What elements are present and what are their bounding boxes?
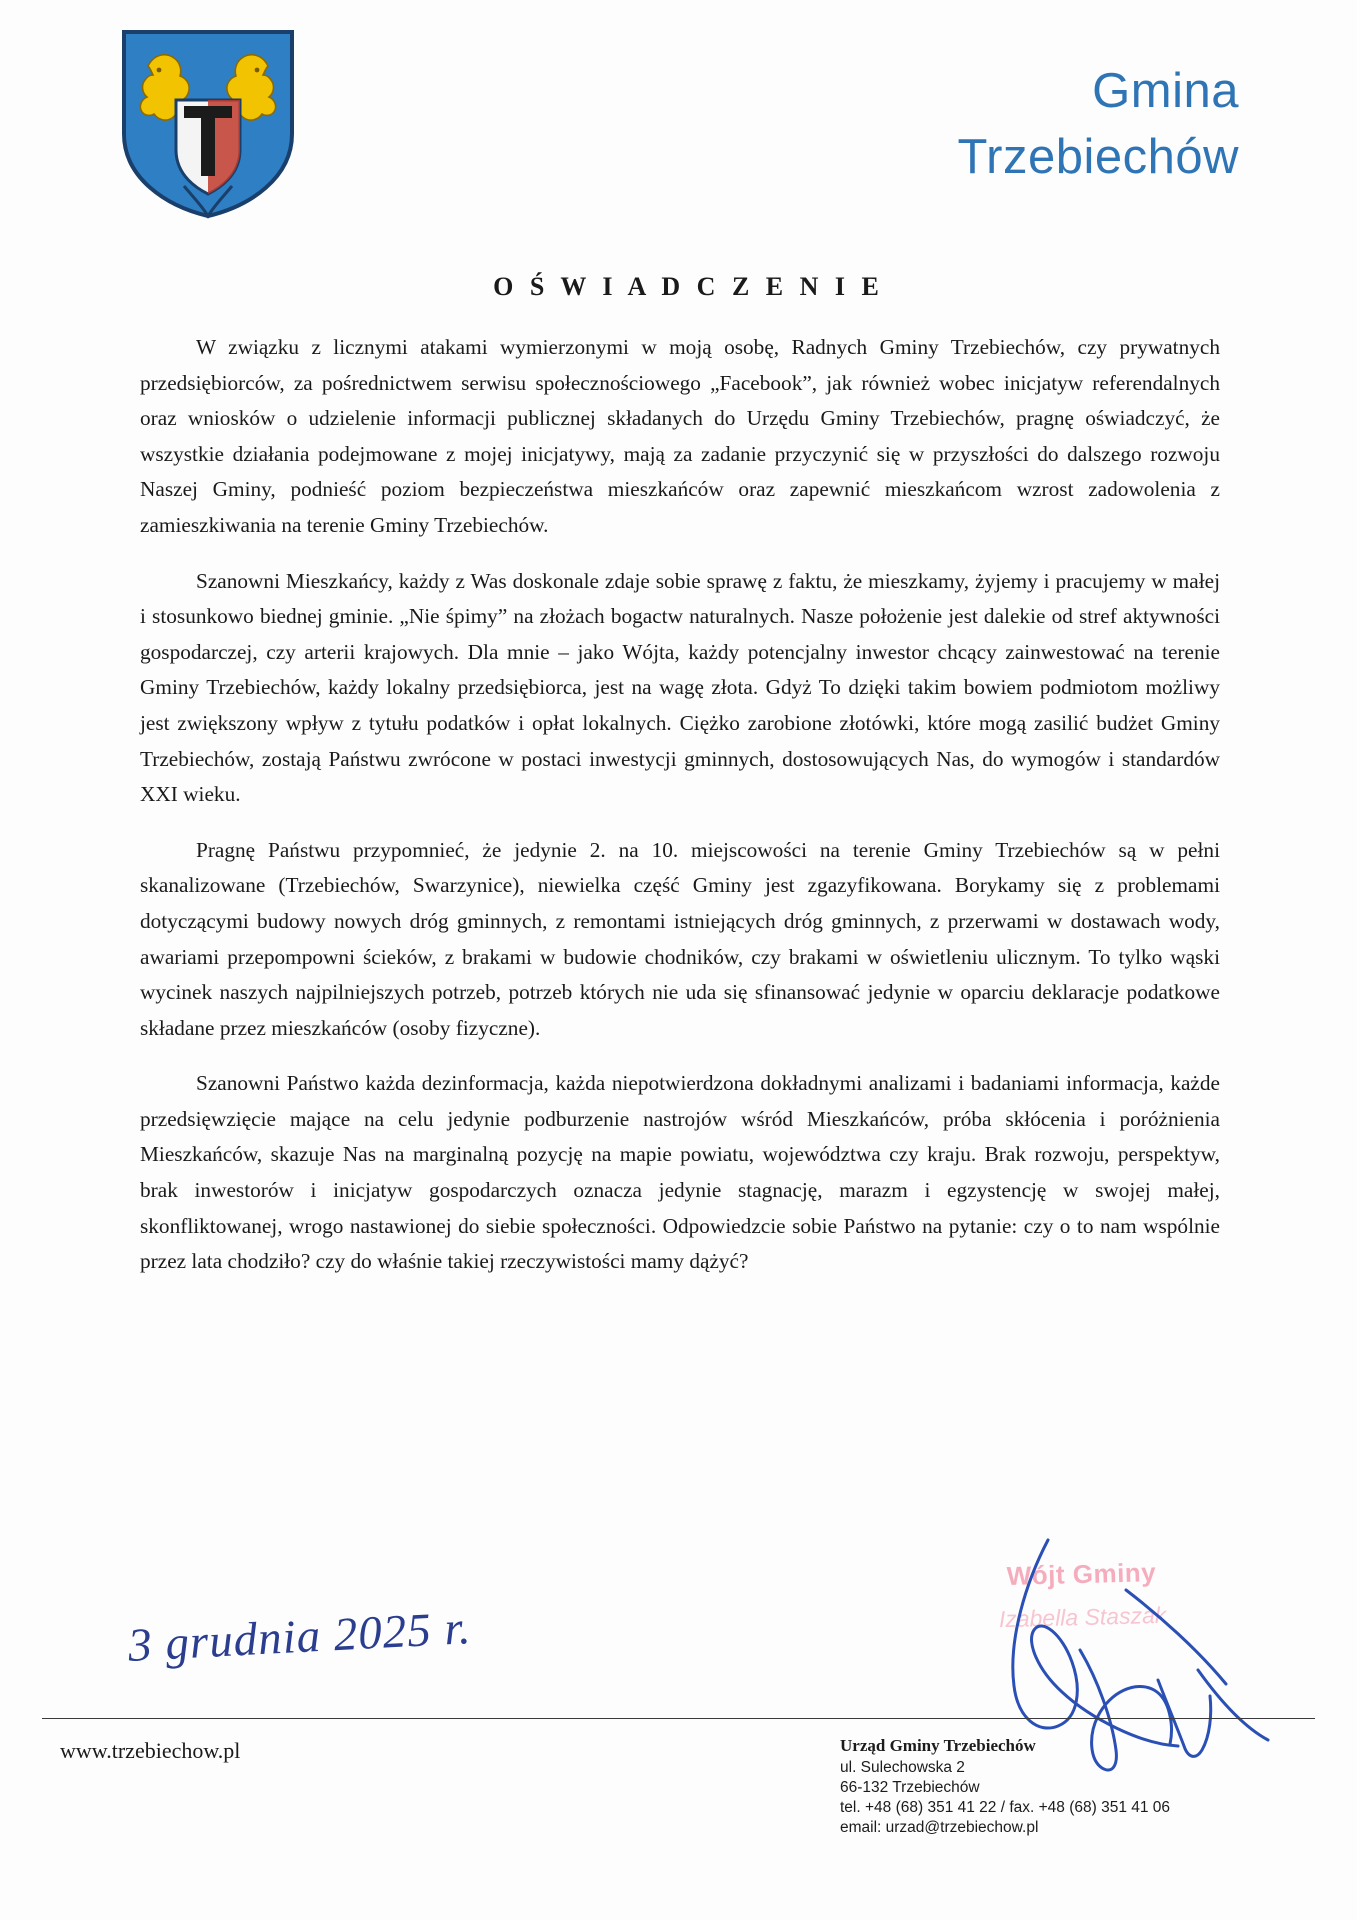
stamp-role: Wójt Gminy xyxy=(1006,1557,1157,1591)
handwritten-date: 3 grudnia 2025 r. xyxy=(126,1602,473,1672)
footer-contact-block xyxy=(840,1736,1170,1838)
footer-office-name: Urząd Gminy Trzebiechów xyxy=(840,1736,1036,1755)
coat-of-arms-icon xyxy=(118,26,298,221)
organization-title xyxy=(958,58,1239,190)
letterhead-header xyxy=(0,18,1357,218)
document-title: O Ś W I A D C Z E N I E xyxy=(493,272,884,301)
org-name-line2: Trzebiechów xyxy=(957,130,1239,185)
paragraph-3: Pragnę Państwu przypomnieć, że jedynie 2. na 10. miejscowości na terenie Gminy Trzebiechów są w pełni skanalizowane (Trzebiechów, Swarzynice), niewielka część Gminy jest zgazyfikowana. Borykamy się z problemami dotyczącymi budowy nowych dróg gminnych, z remontami istniejących dróg gminnych, z przerwami w dostawach wody, awariami przepompowni ścieków, z brakami w budowie chodników, czy brakami w oświetleniu ulicznym. To tylko wąski wycinek naszych najpilniejszych potrzeb, potrzeb których nie uda się sfinansować jedynie w oparciu deklaracje podatkowe składane przez mieszkańców (osoby fizyczne). xyxy=(140,837,1220,1040)
signature-stamp xyxy=(961,1552,1203,1638)
org-name-line1: Gmina xyxy=(1092,64,1239,118)
footer-divider xyxy=(42,1718,1315,1719)
paragraph-2: Szanowni Mieszkańcy, każdy z Was doskonale zdaje sobie sprawę z faktu, że mieszkamy, żyjemy i pracujemy w małej i stosunkowo biednej gminie. „Nie śpimy” na złożach bogactw naturalnych. Nasze położenie jest dalekie od stref aktywności gospodarczej, czy arterii krajowych. Dla mnie – jako Wójta, każdy potencjalny inwestor chcący zainwestować na terenie Gminy Trzebiechów, każdy lokalny przedsiębiorca, jest na wagę złota. Gdyż To dzięki takim bowiem podmiotom możliwy jest zwiększony wpływ z tytułu podatków i opłat lokalnych. Ciężko zarobione złotówki, które mogą zasilić budżet Gminy Trzebiechów, zostają Państwu zwrócone w postaci inwestycji gminnych, dostosowujących Nas, do wymogów i standardów XXI wieku. xyxy=(140,568,1220,807)
paragraph-4: Szanowni Państwo każda dezinformacja, każda niepotwierdzona dokładnymi analizami i badaniami informacja, każde przedsięwzięcie mające na celu jedynie podburzenie nastrojów wśród Mieszkańców, próba skłócenia i poróżnienia Mieszkańców, skazuje Nas na marginalną pozycję na mapie powiatu, województwa czy kraju. Brak rozwoju, perspektyw, brak inwestorów i inicjatyw gospodarczych oznacza jedynie stagnację, marazm i egzystencję w swojej małej, skonfliktowanej, wrogo nastawionej do siebie społeczności. Odpowiedzcie sobie Państwo na pytanie: czy o to nam wspólnie przez lata chodziło? czy do właśnie takiej rzeczywistości mamy dążyć? xyxy=(140,1071,1220,1274)
footer-email[interactable]: email: urzad@trzebiechow.pl xyxy=(840,1819,1039,1836)
footer-website[interactable]: www.trzebiechow.pl xyxy=(60,1738,241,1763)
footer-address-city: 66-132 Trzebiechów xyxy=(840,1779,980,1796)
paragraph-1: W związku z licznymi atakami wymierzonymi w moją osobę, Radnych Gminy Trzebiechów, czy prywatnych przedsiębiorców, za pośrednictwem serwisu społecznościowego „Facebook”, jak również wobec inicjatyw referendalnych oraz wniosków o udzielenie informacji publicznej składanych do Urzędu Gminy Trzebiechów, pragnę oświadczyć, że wszystkie działania podejmowane z mojej inicjatywy, mają za zadanie przyczynić się w przyszłości do dalszego rozwoju Naszej Gminy, podnieść poziom bezpieczeństwa mieszkańców oraz zapewnić mieszkańcom wzrost zadowolenia z zamieszkiwania na terenie Gminy Trzebiechów. xyxy=(140,335,1220,537)
footer-phone: tel. +48 (68) 351 41 22 / fax. +48 (68) 351 41 06 xyxy=(840,1799,1171,1816)
stamp-name: Izabella Staszak xyxy=(998,1601,1167,1633)
document-body xyxy=(140,330,1220,1280)
footer-address-street: ul. Sulechowska 2 xyxy=(840,1759,965,1776)
